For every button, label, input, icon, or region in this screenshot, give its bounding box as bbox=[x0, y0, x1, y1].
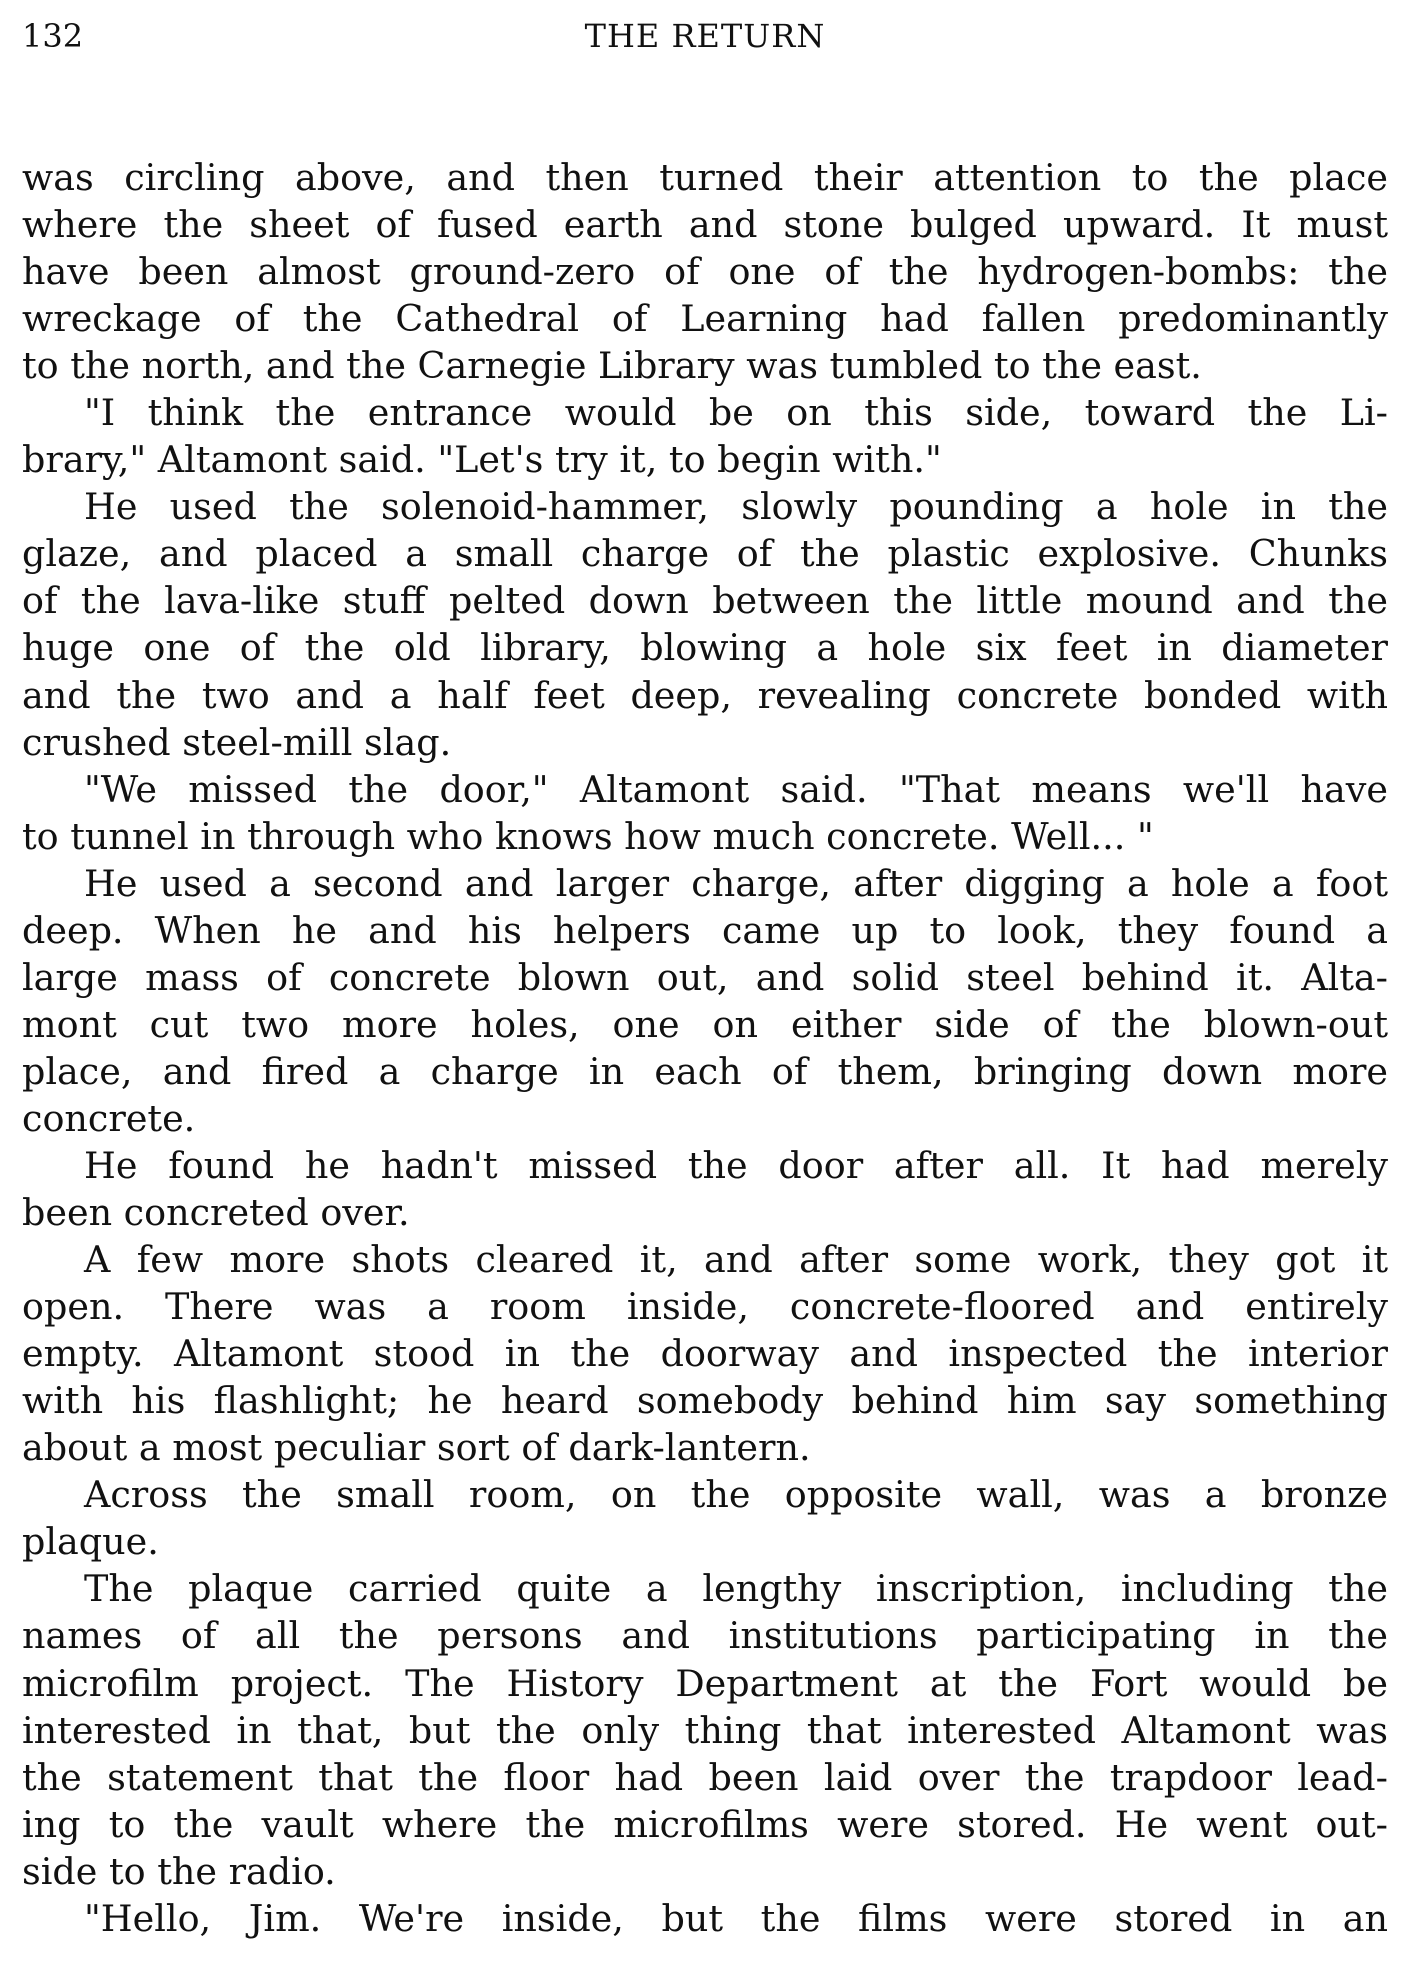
running-title: THE RETURN bbox=[584, 17, 826, 55]
text-line: The plaque carried quite a lengthy inscription, including the bbox=[84, 1567, 1388, 1611]
text-line: to tunnel in through who knows how much concrete. Well... " bbox=[22, 814, 1154, 858]
text-line: the statement that the floor had been laid over the trapdoor lead- bbox=[22, 1755, 1388, 1799]
text-line: to the north, and the Carnegie Library was tumbled to the east. bbox=[22, 344, 1202, 388]
text-line: was circling above, and then turned their attention to the place bbox=[22, 156, 1388, 199]
text-line: huge one of the old library, blowing a hole six feet in diameter bbox=[22, 626, 1388, 670]
text-line: deep. When he and his helpers came up to look, they found a bbox=[22, 908, 1388, 952]
text-line: empty. Altamont stood in the doorway and inspected the interior bbox=[22, 1332, 1388, 1376]
text-line: interested in that, but the only thing that interested Altamont was bbox=[22, 1708, 1388, 1752]
text-line: wreckage of the Cathedral of Learning had fallen predominantly bbox=[22, 297, 1388, 341]
text-line: "I think the entrance would be on this side, toward the Li- bbox=[84, 391, 1388, 435]
text-line: microfilm project. The History Department at the Fort would be bbox=[22, 1661, 1388, 1705]
text-line: large mass of concrete blown out, and solid steel behind it. Alta- bbox=[22, 955, 1388, 999]
running-head bbox=[22, 14, 1388, 58]
text-line: "We missed the door," Altamont said. "That means we'll have bbox=[84, 767, 1388, 811]
text-line: A few more shots cleared it, and after some work, they got it bbox=[84, 1238, 1388, 1282]
text-line: Across the small room, on the opposite wall, was a bronze bbox=[84, 1473, 1388, 1517]
text-line: of the lava-like stuff pelted down between the little mound and the bbox=[22, 579, 1388, 623]
text-line: where the sheet of fused earth and stone bulged upward. It must bbox=[22, 203, 1388, 247]
text-line: been concreted over. bbox=[22, 1191, 410, 1235]
text-line: open. There was a room inside, concrete-floored and entirely bbox=[22, 1285, 1388, 1329]
text-line: mont cut two more holes, one on either side of the blown-out bbox=[22, 1002, 1388, 1046]
text-line: He used the solenoid-hammer, slowly pounding a hole in the bbox=[84, 485, 1388, 529]
text-line: ing to the vault where the microfilms were stored. He went out- bbox=[22, 1802, 1388, 1846]
body-text bbox=[22, 154, 1388, 1942]
text-line: crushed steel-mill slag. bbox=[22, 720, 452, 764]
text-line: have been almost ground-zero of one of the hydrogen-bombs: the bbox=[22, 250, 1388, 294]
text-line: plaque. bbox=[22, 1520, 159, 1564]
text-line: about a most peculiar sort of dark-lantern. bbox=[22, 1426, 811, 1470]
text-line: names of all the persons and institutions participating in the bbox=[22, 1614, 1388, 1658]
text-line: and the two and a half feet deep, revealing concrete bonded with bbox=[22, 673, 1388, 717]
text-line: He used a second and larger charge, after digging a hole a foot bbox=[84, 861, 1388, 905]
page-number: 132 bbox=[22, 17, 84, 55]
text-line: "Hello, Jim. We're inside, but the films were stored in an bbox=[84, 1896, 1388, 1940]
text-line: brary," Altamont said. "Let's try it, to begin with." bbox=[22, 438, 942, 482]
text-line: concrete. bbox=[22, 1096, 196, 1140]
text-line: He found he hadn't missed the door after all. It had merely bbox=[84, 1143, 1388, 1187]
text-line: side to the radio. bbox=[22, 1849, 336, 1893]
text-line: with his flashlight; he heard somebody behind him say something bbox=[22, 1379, 1388, 1423]
text-line: glaze, and placed a small charge of the plastic explosive. Chunks bbox=[22, 532, 1388, 576]
text-line: place, and fired a charge in each of them, bringing down more bbox=[22, 1049, 1388, 1093]
